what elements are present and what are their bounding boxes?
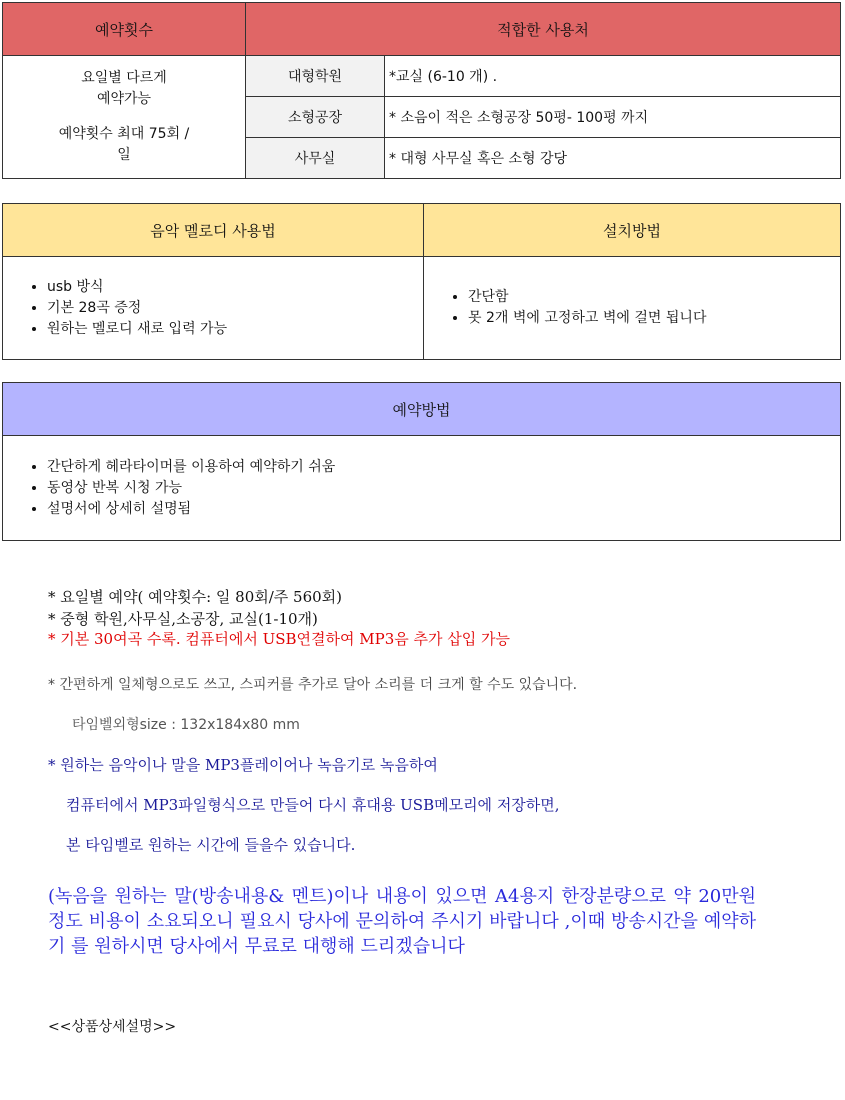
reservation-count-header: 예약횟수	[3, 3, 246, 56]
note-songs-included: * 기본 30여곡 수록. 컴퓨터에서 USB연결하여 MP3음 추가 삽입 가능	[48, 630, 510, 648]
usage-table	[2, 2, 841, 179]
list-item: • 동영상 반복 시청 가능	[47, 478, 840, 499]
list-item: • usb 방식	[47, 277, 423, 298]
melody-usage-header: 음악 멜로디 사용법	[3, 204, 424, 257]
note-play-time: 본 타임벨로 원하는 시간에 들을수 있습니다.	[66, 836, 356, 854]
list-item: • 못 2개 벽에 고정하고 벽에 걸면 됩니다	[468, 308, 840, 329]
reservation-line: 예약가능	[96, 91, 152, 107]
place-label: 소형공장	[246, 97, 385, 138]
note-dimensions: 타임벨외형size : 132x184x80 mm	[72, 717, 300, 733]
place-label: 사무실	[246, 138, 385, 179]
note-speaker-option: * 간편하게 일체형으로도 쓰고, 스피커를 추가로 달아 소리를 더 크게 할 수도 있습니다.	[48, 677, 578, 693]
reservation-line: 예약횟수 최대 75회 /	[58, 126, 190, 142]
place-value: * 소음이 적은 소형공장 50평- 100평 까지	[385, 97, 841, 138]
list-item: • 간단함	[468, 287, 840, 308]
melody-install-table	[2, 203, 841, 360]
list-item: • 간단하게 헤라타이머를 이용하여 예약하기 쉬움	[47, 457, 840, 478]
install-method-cell	[424, 257, 841, 360]
reservation-line: 일	[117, 147, 131, 163]
note-suitable-places: * 중형 학원,사무실,소공장, 교실(1-10개)	[48, 610, 318, 628]
list-item: • 원하는 멜로디 새로 입력 가능	[47, 319, 423, 340]
place-value: * 대형 사무실 혹은 소형 강당	[385, 138, 841, 179]
install-method-header: 설치방법	[424, 204, 841, 257]
list-item: • 설명서에 상세히 설명됨	[47, 499, 840, 520]
suitable-places-header: 적합한 사용처	[246, 3, 841, 56]
note-record-mp3: * 원하는 음악이나 말을 MP3플레이어나 녹음기로 녹음하여	[48, 756, 438, 774]
melody-usage-cell	[3, 257, 424, 360]
list-item: • 기본 28곡 증정	[47, 298, 423, 319]
note-weekly-reservation: * 요일별 예약( 예약횟수: 일 80회/주 560회)	[48, 588, 343, 606]
reservation-method-list	[3, 457, 840, 520]
reservation-method-header: 예약방법	[3, 383, 841, 436]
product-detail-heading: <<상품상세설명>>	[48, 1019, 177, 1035]
reservation-line: 요일별 다르게	[81, 70, 167, 86]
reservation-method-cell	[3, 436, 841, 541]
recording-service-paragraph: (녹음을 원하는 말(방송내용& 멘트)이나 내용이 있으면 A4용지 한장분량으로 약 20만원 정도 비용이 소요되오니 필요시 당사에 문의하여 주시기 바랍니다 ,이때 방송시간을 예약하기 를 원하시면 당사에서 무료로 대행해 드리겠습니다	[48, 886, 756, 957]
place-value: *교실 (6-10 개) .	[385, 56, 841, 97]
melody-usage-list	[3, 277, 423, 340]
place-label: 대형학원	[246, 56, 385, 97]
install-method-list	[424, 287, 840, 329]
reservation-method-table	[2, 382, 841, 541]
reservation-count-cell	[3, 56, 246, 179]
note-save-usb: 컴퓨터에서 MP3파일형식으로 만들어 다시 휴대용 USB메모리에 저장하면,	[66, 796, 560, 814]
